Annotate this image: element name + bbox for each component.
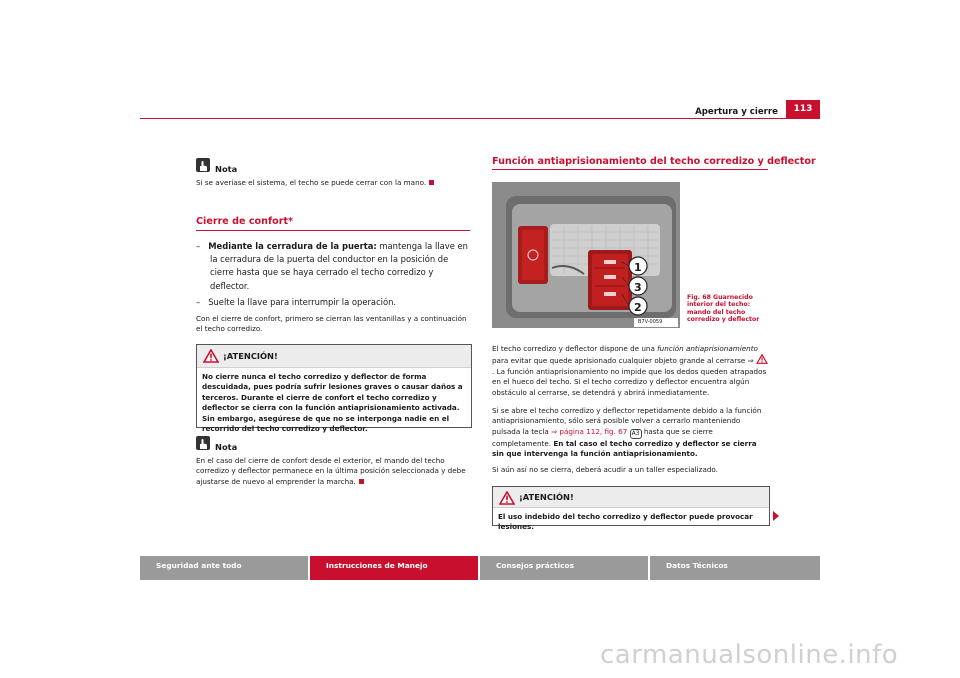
warning-triangle-icon — [203, 349, 219, 363]
callout-1: 1 — [634, 261, 642, 274]
figure-roof-console — [492, 182, 680, 328]
warning-heading: ¡ATENCIÓN! — [223, 351, 278, 361]
warning-triangle-icon — [756, 354, 768, 364]
warning-box — [492, 486, 770, 532]
note-icon — [196, 436, 210, 450]
warning-text: No cierre nunca el techo corredizo y deflector de forma descuidada, pues podría sufrir lesiones graves o causar daños a terceros. Durante el cierre de confort el techo corredizo y deflector se cierra con la función antiaprisionamiento activada. Sin embargo, asegúrese de que no se interponga nadie en el recorrido del techo corredizo y deflector. — [202, 372, 463, 434]
page-number: 113 — [786, 100, 820, 119]
comfort-close-steps — [196, 240, 472, 312]
note-text: Si se averiase el sistema, el techo se puede cerrar con la mano. — [196, 178, 468, 188]
watermark: carmanualsonline.info — [600, 640, 899, 670]
end-mark-icon — [429, 180, 434, 185]
note-heading: Nota — [215, 442, 238, 452]
footer-tab-practical-tips[interactable]: Consejos prácticos — [480, 556, 648, 580]
warning-box — [196, 344, 472, 434]
section-rule — [196, 230, 470, 231]
chapter-title: Apertura y cierre — [695, 107, 778, 117]
anti-trap-paragraph-3: Si aún así no se cierra, deberá acudir a un taller especializado. — [492, 465, 718, 474]
warning-header — [197, 345, 471, 368]
note-icon — [196, 158, 210, 172]
list-item: – Mediante la cerradura de la puerta: mantenga la llave en la cerradura de la puerta del conductor en la posición de cierre hasta que se haya cerrado el techo corredizo y deflector. — [196, 241, 468, 291]
key-a3-icon: A3 — [630, 429, 642, 439]
roof-console-illustration — [492, 182, 680, 328]
callout-2: 2 — [634, 301, 642, 314]
warning-triangle-icon — [499, 491, 515, 505]
header-rule — [140, 118, 820, 119]
callout-3: 3 — [634, 281, 642, 294]
warning-text: El uso indebido del techo corredizo y deflector puede provocar lesiones. — [498, 512, 753, 532]
warning-header — [493, 487, 769, 508]
section-title-anti-trap: Función antiaprisionamiento del techo corredizo y deflector — [492, 156, 816, 167]
comfort-close-paragraph: Con el cierre de confort, primero se cierran las ventanillas y a continuación el techo corredizo. — [196, 314, 467, 334]
figure-code: B7V-0059 — [638, 319, 663, 325]
page-reference-link[interactable]: ⇒ página 112, fig. 67 — [551, 426, 628, 436]
footer-tab-operating-instructions[interactable]: Instrucciones de Manejo — [310, 556, 478, 580]
footer-tab-technical-data[interactable]: Datos Técnicos — [650, 556, 820, 580]
end-mark-icon — [359, 479, 364, 484]
footer-tab-safety[interactable]: Seguridad ante todo — [140, 556, 308, 580]
note-heading: Nota — [215, 164, 238, 174]
list-item: – Suelte la llave para interrumpir la operación. — [196, 296, 397, 307]
note-text: En el caso del cierre de confort desde el exterior, el mando del techo corredizo y deflector permanece en la última posición seleccionada y debe ajustarse de nuevo al emprender la marcha. — [196, 456, 466, 486]
anti-trap-paragraph-1: El techo corredizo y deflector dispone de una función antiaprisionamiento para evitar que quede aprisionado cualquier objeto grande al cerrarse ⇒ . La función antiaprisionamiento no impide que los dedos queden atrapados en el hueco del techo. Si el techo corredizo y deflector encuentra algún obstáculo al cerrarse, se detendrá y abrirá inmediatamente. — [492, 344, 767, 397]
section-rule — [492, 169, 768, 170]
figure-caption: Fig. 68 Guarnecido interior del techo: mando del techo corredizo y deflector — [687, 294, 760, 324]
next-page-arrow-icon[interactable] — [773, 511, 779, 521]
anti-trap-paragraph-2: Si se abre el techo corredizo y deflector repetidamente debido a la función antiaprisionamiento, sólo será posible volver a cerrarlo manteniendo pulsada la tecla ⇒ página 112, fig. 67 A3 hasta que se cierre completamente. En tal caso el techo corredizo y deflector se cierra sin que intervenga la función antiaprisionamiento. — [492, 406, 762, 459]
section-title-comfort-close: Cierre de confort* — [196, 216, 294, 227]
warning-heading: ¡ATENCIÓN! — [519, 492, 574, 502]
